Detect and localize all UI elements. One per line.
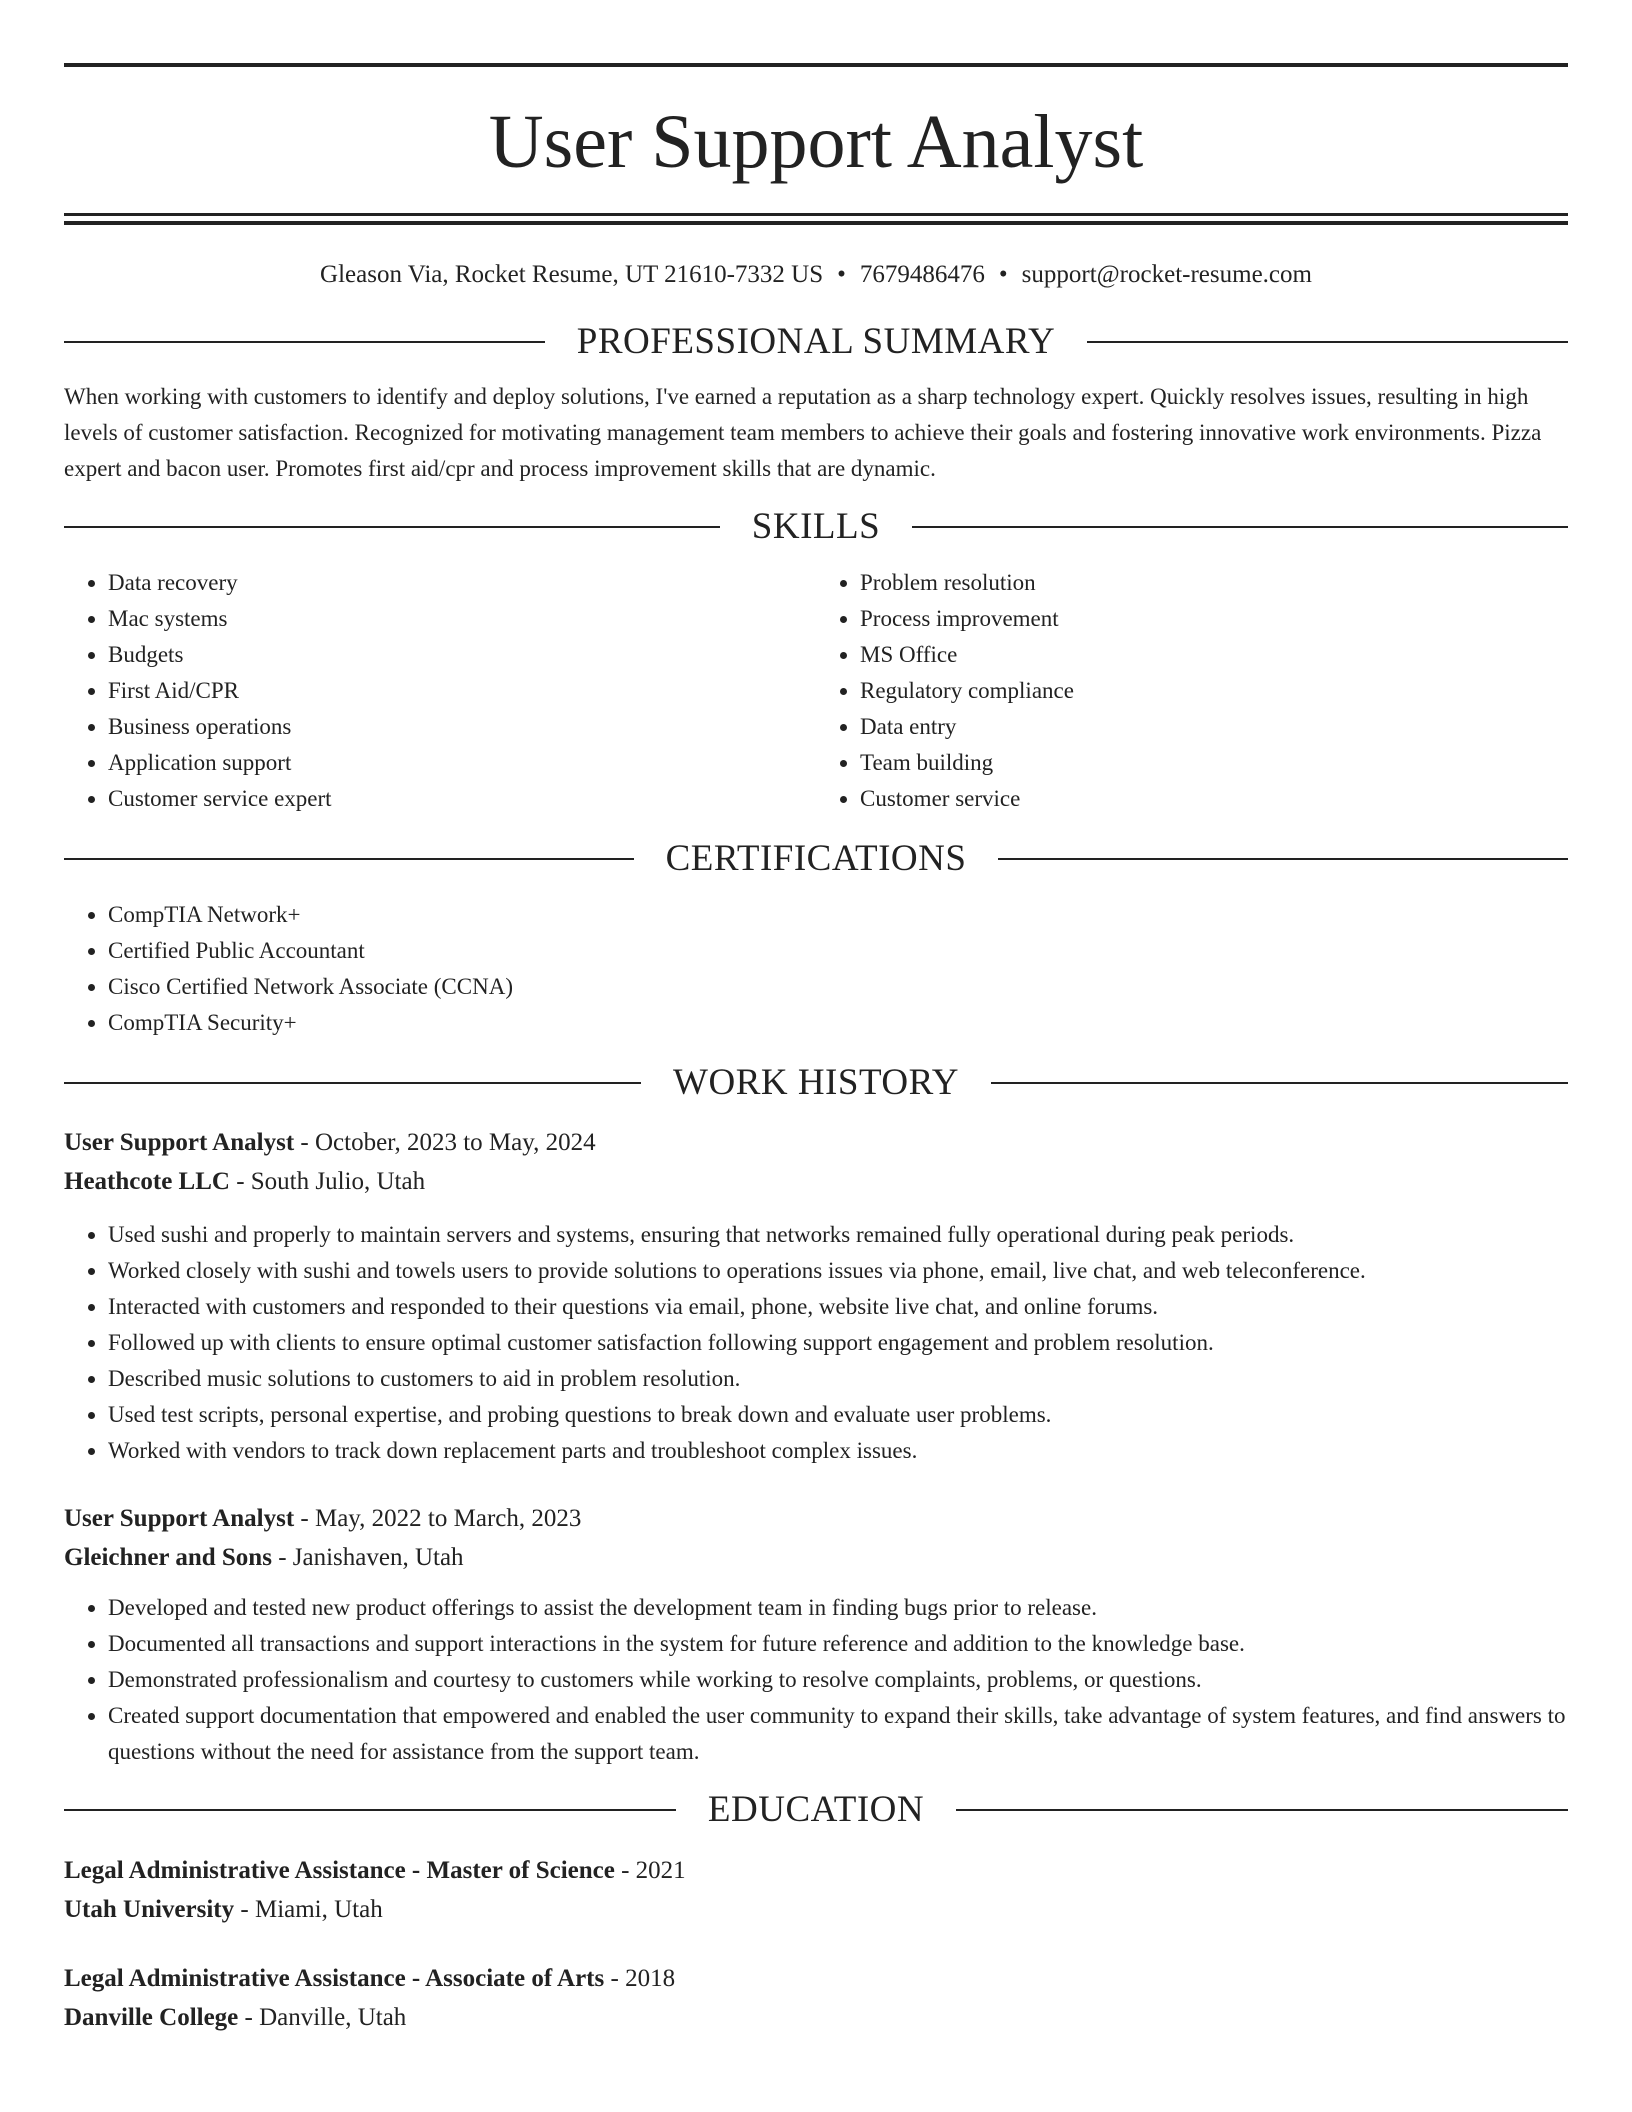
heading-rule — [64, 1809, 676, 1811]
heading-rule — [64, 1082, 641, 1084]
skill-item: • First Aid/CPR — [108, 673, 816, 709]
skills-list-left — [64, 565, 816, 817]
top-divider — [64, 63, 1568, 67]
certification-item: • Certified Public Accountant — [108, 933, 1568, 969]
job-bullet: • Worked closely with sushi and towels users to provide solutions to operations issues via phone, email, live chat, and web teleconference. — [108, 1253, 1568, 1289]
skill-item: • Business operations — [108, 709, 816, 745]
contact-separator: • — [998, 261, 1008, 288]
heading-rule — [991, 1082, 1568, 1084]
resume-title: User Support Analyst — [488, 100, 1144, 184]
contact-phone: 7679486476 — [859, 261, 985, 288]
section-title: CERTIFICATIONS — [665, 838, 967, 879]
certification-item: • CompTIA Security+ — [108, 1005, 1568, 1041]
education-school: Utah University — [64, 1896, 235, 1923]
job-company: Gleichner and Sons — [64, 1544, 272, 1571]
skill-item: • Mac systems — [108, 601, 816, 637]
job-bullet: • Followed up with clients to ensure optimal customer satisfaction following support engagement and problem resolution. — [108, 1325, 1568, 1361]
skill-item: • Application support — [108, 745, 816, 781]
job-bullet: • Used sushi and properly to maintain servers and systems, ensuring that networks remained fully operational during peak periods. — [108, 1217, 1568, 1253]
heading-rule — [956, 1809, 1568, 1811]
section-heading-work-history — [64, 1061, 1568, 1105]
section-heading-certifications — [64, 837, 1568, 881]
job-title: User Support Analyst — [64, 1505, 295, 1532]
heading-rule — [64, 858, 634, 860]
job-bullet: • Described music solutions to customers to aid in problem resolution. — [108, 1361, 1568, 1397]
job-bullets — [64, 1590, 1568, 1770]
skills-column-right — [816, 565, 1568, 817]
section-title: EDUCATION — [707, 1789, 925, 1830]
contact-address: Gleason Via, Rocket Resume, UT 21610-7332 US — [320, 261, 824, 288]
skill-item: • Regulatory compliance — [860, 673, 1568, 709]
job-bullet: • Worked with vendors to track down replacement parts and troubleshoot complex issues. — [108, 1433, 1568, 1469]
education-location: Danville, Utah — [259, 2004, 407, 2031]
job-header — [64, 1499, 1568, 1577]
job-bullet: • Interacted with customers and responded to their questions via email, phone, website live chat, and online forums. — [108, 1289, 1568, 1325]
education-year: 2021 — [635, 1857, 686, 1884]
job-bullet: • Demonstrated professionalism and courtesy to customers while working to resolve complaints, problems, or questions. — [108, 1662, 1568, 1698]
summary-text: When working with customers to identify and deploy solutions, I've earned a reputation as a sharp technology expert. Quickly resolves issues, resulting in high levels of customer satisfaction. Recognized for motivating management team members to achieve their goals and fostering innovative work environments. Pizza expert and bacon user. Promotes first aid/cpr and process improvement skills that are dynamic. — [64, 384, 1542, 481]
education-school: Danville College — [64, 2004, 239, 2031]
job-title-line: User Support Analyst - October, 2023 to May, 2024 — [64, 1129, 596, 1156]
section-title: PROFESSIONAL SUMMARY — [576, 321, 1056, 362]
job-location: Janishaven, Utah — [292, 1544, 464, 1571]
job-title: User Support Analyst — [64, 1129, 295, 1156]
job-dates: October, 2023 to May, 2024 — [314, 1129, 596, 1156]
contact-email: support@rocket-resume.com — [1021, 261, 1312, 288]
skills-columns — [64, 565, 1568, 817]
skill-item: • Problem resolution — [860, 565, 1568, 601]
skill-item: • Customer service — [860, 781, 1568, 817]
job-bullet: • Developed and tested new product offerings to assist the development team in finding bugs prior to release. — [108, 1590, 1568, 1626]
heading-rule — [1087, 341, 1568, 343]
job-location: South Julio, Utah — [250, 1168, 426, 1195]
section-heading-skills — [64, 505, 1568, 549]
certification-item: • Cisco Certified Network Associate (CCNA) — [108, 969, 1568, 1005]
contact-line — [64, 258, 1568, 292]
section-heading-education — [64, 1788, 1568, 1832]
title-double-divider — [64, 213, 1568, 225]
job-company: Heathcote LLC — [64, 1168, 230, 1195]
education-degree: Legal Administrative Assistance - Associate of Arts — [64, 1965, 605, 1992]
section-title: WORK HISTORY — [673, 1062, 959, 1103]
skills-list-right — [816, 565, 1568, 817]
job-bullet: • Used test scripts, personal expertise, and probing questions to break down and evaluate user problems. — [108, 1397, 1568, 1433]
job-bullet: • Created support documentation that empowered and enabled the user community to expand their skills, take advantage of system features, and find answers to questions without the need for assistance from the support team. — [108, 1698, 1568, 1770]
heading-rule — [64, 341, 545, 343]
skills-column-left — [64, 565, 816, 817]
job-company-line: Heathcote LLC - South Julio, Utah — [64, 1168, 426, 1195]
education-location: Miami, Utah — [254, 1896, 383, 1923]
job-header — [64, 1123, 1568, 1201]
resume-page — [64, 0, 1568, 2037]
job-bullets — [64, 1217, 1568, 1469]
job-company-line: Gleichner and Sons - Janishaven, Utah — [64, 1544, 464, 1571]
education-year: 2018 — [625, 1965, 676, 1992]
job-bullet: • Documented all transactions and support interactions in the system for future reference and addition to the knowledge base. — [108, 1626, 1568, 1662]
heading-rule — [912, 526, 1568, 528]
education-entry — [64, 1851, 1568, 1929]
education-degree: Legal Administrative Assistance - Master of Science — [64, 1857, 615, 1884]
education-degree-line: Legal Administrative Assistance - Associate of Arts - 2018 — [64, 1965, 676, 1992]
skill-item: • Team building — [860, 745, 1568, 781]
skill-item: • MS Office — [860, 637, 1568, 673]
education-entry — [64, 1959, 1568, 2037]
contact-separator: • — [837, 261, 846, 288]
skill-item: • Budgets — [108, 637, 816, 673]
skill-item: • Customer service expert — [108, 781, 816, 817]
section-title: SKILLS — [751, 506, 881, 547]
job-dates: May, 2022 to March, 2023 — [314, 1505, 582, 1532]
education-school-line: Utah University - Miami, Utah — [64, 1896, 383, 1923]
education-school-line: Danville College - Danville, Utah — [64, 2004, 407, 2031]
job-title-line: User Support Analyst - May, 2022 to March, 2023 — [64, 1505, 582, 1532]
heading-rule — [64, 526, 720, 528]
section-heading-summary — [64, 320, 1568, 364]
skill-item: • Data recovery — [108, 565, 816, 601]
skill-item: • Data entry — [860, 709, 1568, 745]
skill-item: • Process improvement — [860, 601, 1568, 637]
certification-item: • CompTIA Network+ — [108, 897, 1568, 933]
education-degree-line: Legal Administrative Assistance - Master of Science - 2021 — [64, 1857, 686, 1884]
heading-rule — [998, 858, 1568, 860]
certifications-list — [64, 897, 1568, 1041]
